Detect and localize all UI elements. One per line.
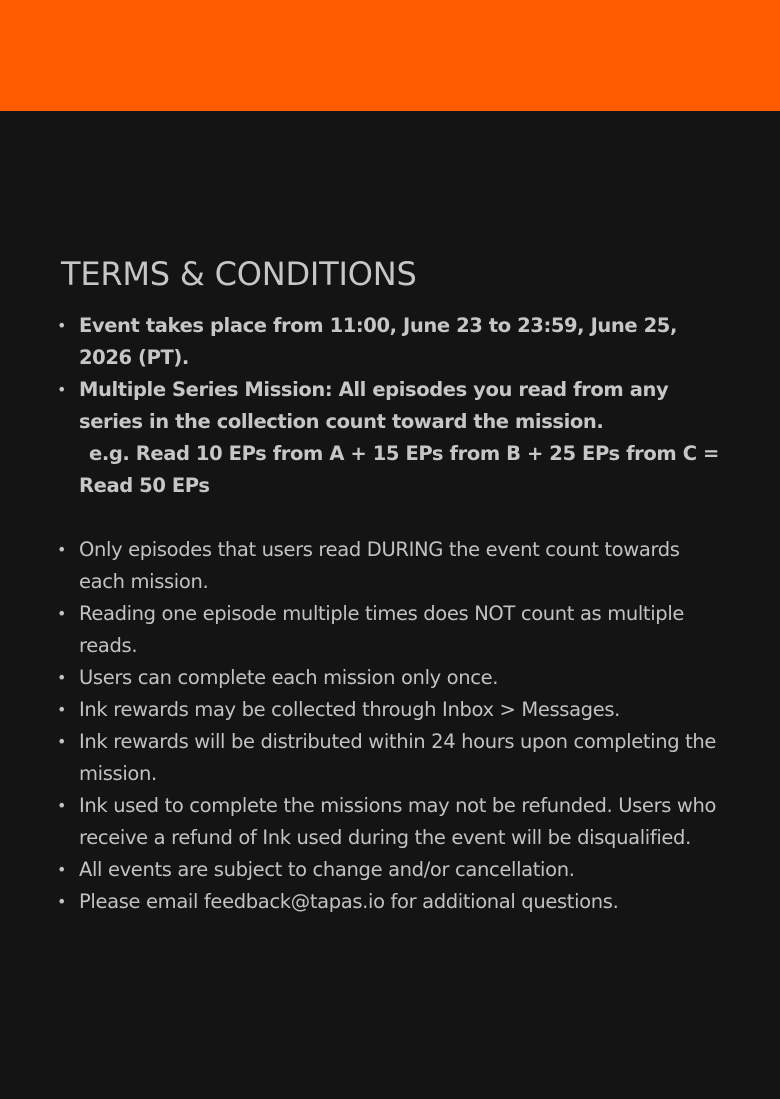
top-banner [0, 0, 780, 111]
rule-item: • Ink rewards may be collected through Inbox > Messages. [61, 694, 731, 726]
rule-item: • Please email feedback@tapas.io for additional questions. [61, 886, 731, 918]
rule-item: • Ink used to complete the missions may not be refunded. Users who receive a refund of Ink used during the event will be disqualified. [61, 790, 731, 854]
event-period-text: Event takes place from 11:00, June 23 to 23:59, June 25, 2026 (PT). [79, 314, 677, 369]
rule-item: • Users can complete each mission only once. [61, 662, 731, 694]
terms-section [61, 252, 731, 918]
rule-item: • Ink rewards will be distributed within 24 hours upon completing the mission. [61, 726, 731, 790]
rules-list [61, 534, 731, 918]
multiple-series-item [61, 374, 731, 502]
event-period-item [61, 310, 731, 374]
terms-list [61, 310, 731, 502]
terms-heading: TERMS & CONDITIONS [61, 255, 417, 293]
multiple-series-example: e.g. Read 10 EPs from A + 15 EPs from B + 25 EPs from C = Read 50 EPs [79, 442, 719, 497]
multiple-series-text: Multiple Series Mission: All episodes you read from any series in the collection count toward the mission. [79, 378, 669, 433]
rule-item: • All events are subject to change and/or cancellation. [61, 854, 731, 886]
rule-item: • Reading one episode multiple times does NOT count as multiple reads. [61, 598, 731, 662]
rule-item: • Only episodes that users read DURING the event count towards each mission. [61, 534, 731, 598]
